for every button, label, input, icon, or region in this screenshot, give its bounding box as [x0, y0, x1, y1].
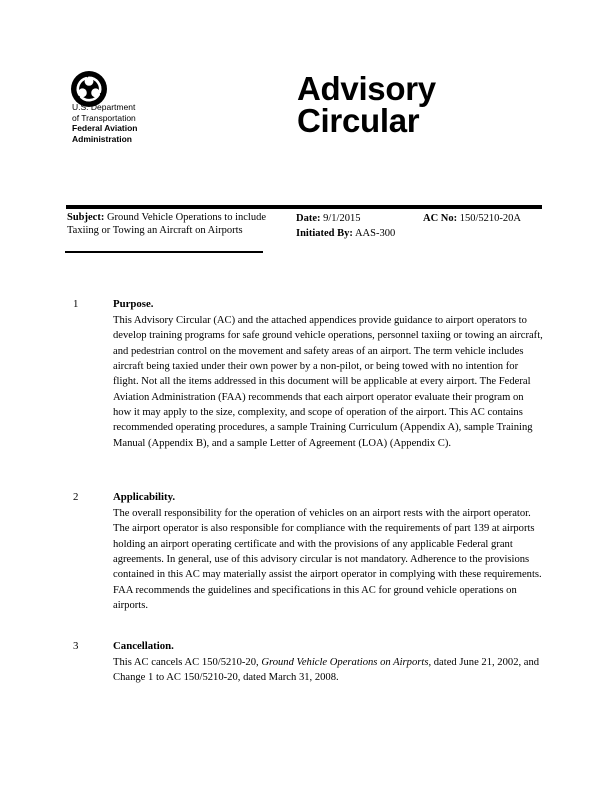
cancellation-text-before: This AC cancels AC 150/5210-20, — [113, 657, 262, 668]
initiated-by-value: AAS-300 — [354, 228, 396, 239]
section-number: 2 — [73, 491, 79, 503]
ac-number-block — [423, 211, 521, 226]
section-body — [113, 655, 543, 686]
subject-underline-rule — [65, 251, 263, 253]
cancelled-ac-title: Ground Vehicle Operations on Airports, — [261, 657, 432, 668]
date-label: Date: — [296, 213, 321, 224]
initiated-by-label: Initiated By: — [296, 228, 353, 239]
section-heading: Purpose. — [113, 298, 154, 310]
agency-name-line3: Federal Aviation — [72, 123, 138, 134]
section-applicability — [73, 491, 543, 613]
agency-name-line2: of Transportation — [72, 112, 136, 123]
document-title-line2: Circular — [297, 102, 420, 139]
cancellation-text-after: dated June 21, 2002, and Change 1 to AC 150/5210-20, dated March 31, 2008. — [113, 657, 540, 684]
section-heading: Cancellation. — [113, 640, 174, 652]
ac-number-label: AC No: — [423, 213, 458, 224]
date-value: 9/1/2015 — [323, 213, 361, 224]
document-title — [297, 70, 436, 139]
section-number: 3 — [73, 640, 79, 652]
section-content — [113, 298, 543, 451]
agency-name-block — [72, 102, 138, 144]
section-number: 1 — [73, 298, 79, 310]
section-heading: Applicability. — [113, 491, 176, 503]
header-rule — [66, 205, 542, 209]
subject-value: Ground Vehicle Operations to include Taxiing or Towing an Aircraft on Airports — [67, 212, 266, 236]
agency-name-line4: Administration — [72, 133, 132, 144]
initiated-by-line — [296, 226, 395, 241]
section-cancellation — [73, 640, 543, 686]
section-body: This Advisory Circular (AC) and the attached appendices provide guidance to airport operators to develop training programs for safe ground vehicle operations, personnel taxiing or towing an aircraft, and pedestrian control on the movement and safety areas of an airport. The term vehicle includes aircraft being taxied under their own power by a non-pilot, or being towed with no intention for flight. Not all the items addressed in this document will be applicable at every airport. The Federal Aviation Administration (FAA) recommends that each airport operator evaluate their program on how it may apply to the size, complexity, and scope of operation of the airport. This AC contains recommended operating procedures, a sample Training Curriculum (Appendix A), sample Training Manual (Appendix B), and a sample Letter of Agreement (LOA) (Appendix C). — [113, 315, 543, 449]
section-content — [113, 491, 543, 613]
subject-label: Subject: — [67, 212, 105, 223]
section-purpose — [73, 298, 543, 451]
section-content — [113, 640, 543, 686]
section-body: The overall responsibility for the operation of vehicles on an airport rests with the airport operator. The airport operator is also responsible for compliance with the requirements of part 139 at airports holding an airport operating certificate and with the provisions of any applicable Federal grant agreements. In general, use of this advisory circular is not mandatory. Adherence to the provisions contained in this AC may materially assist the airport operator in complying with these requirements. FAA recommends the guidelines and specifications in this AC for ground vehicle operations on airports. — [113, 508, 542, 612]
date-block — [296, 211, 395, 241]
document-title-line1: Advisory — [297, 70, 436, 107]
subject-block — [67, 211, 297, 237]
date-line — [296, 211, 395, 226]
agency-name-line1: U.S. Department — [72, 102, 136, 112]
ac-number-value: 150/5210-20A — [459, 213, 521, 224]
